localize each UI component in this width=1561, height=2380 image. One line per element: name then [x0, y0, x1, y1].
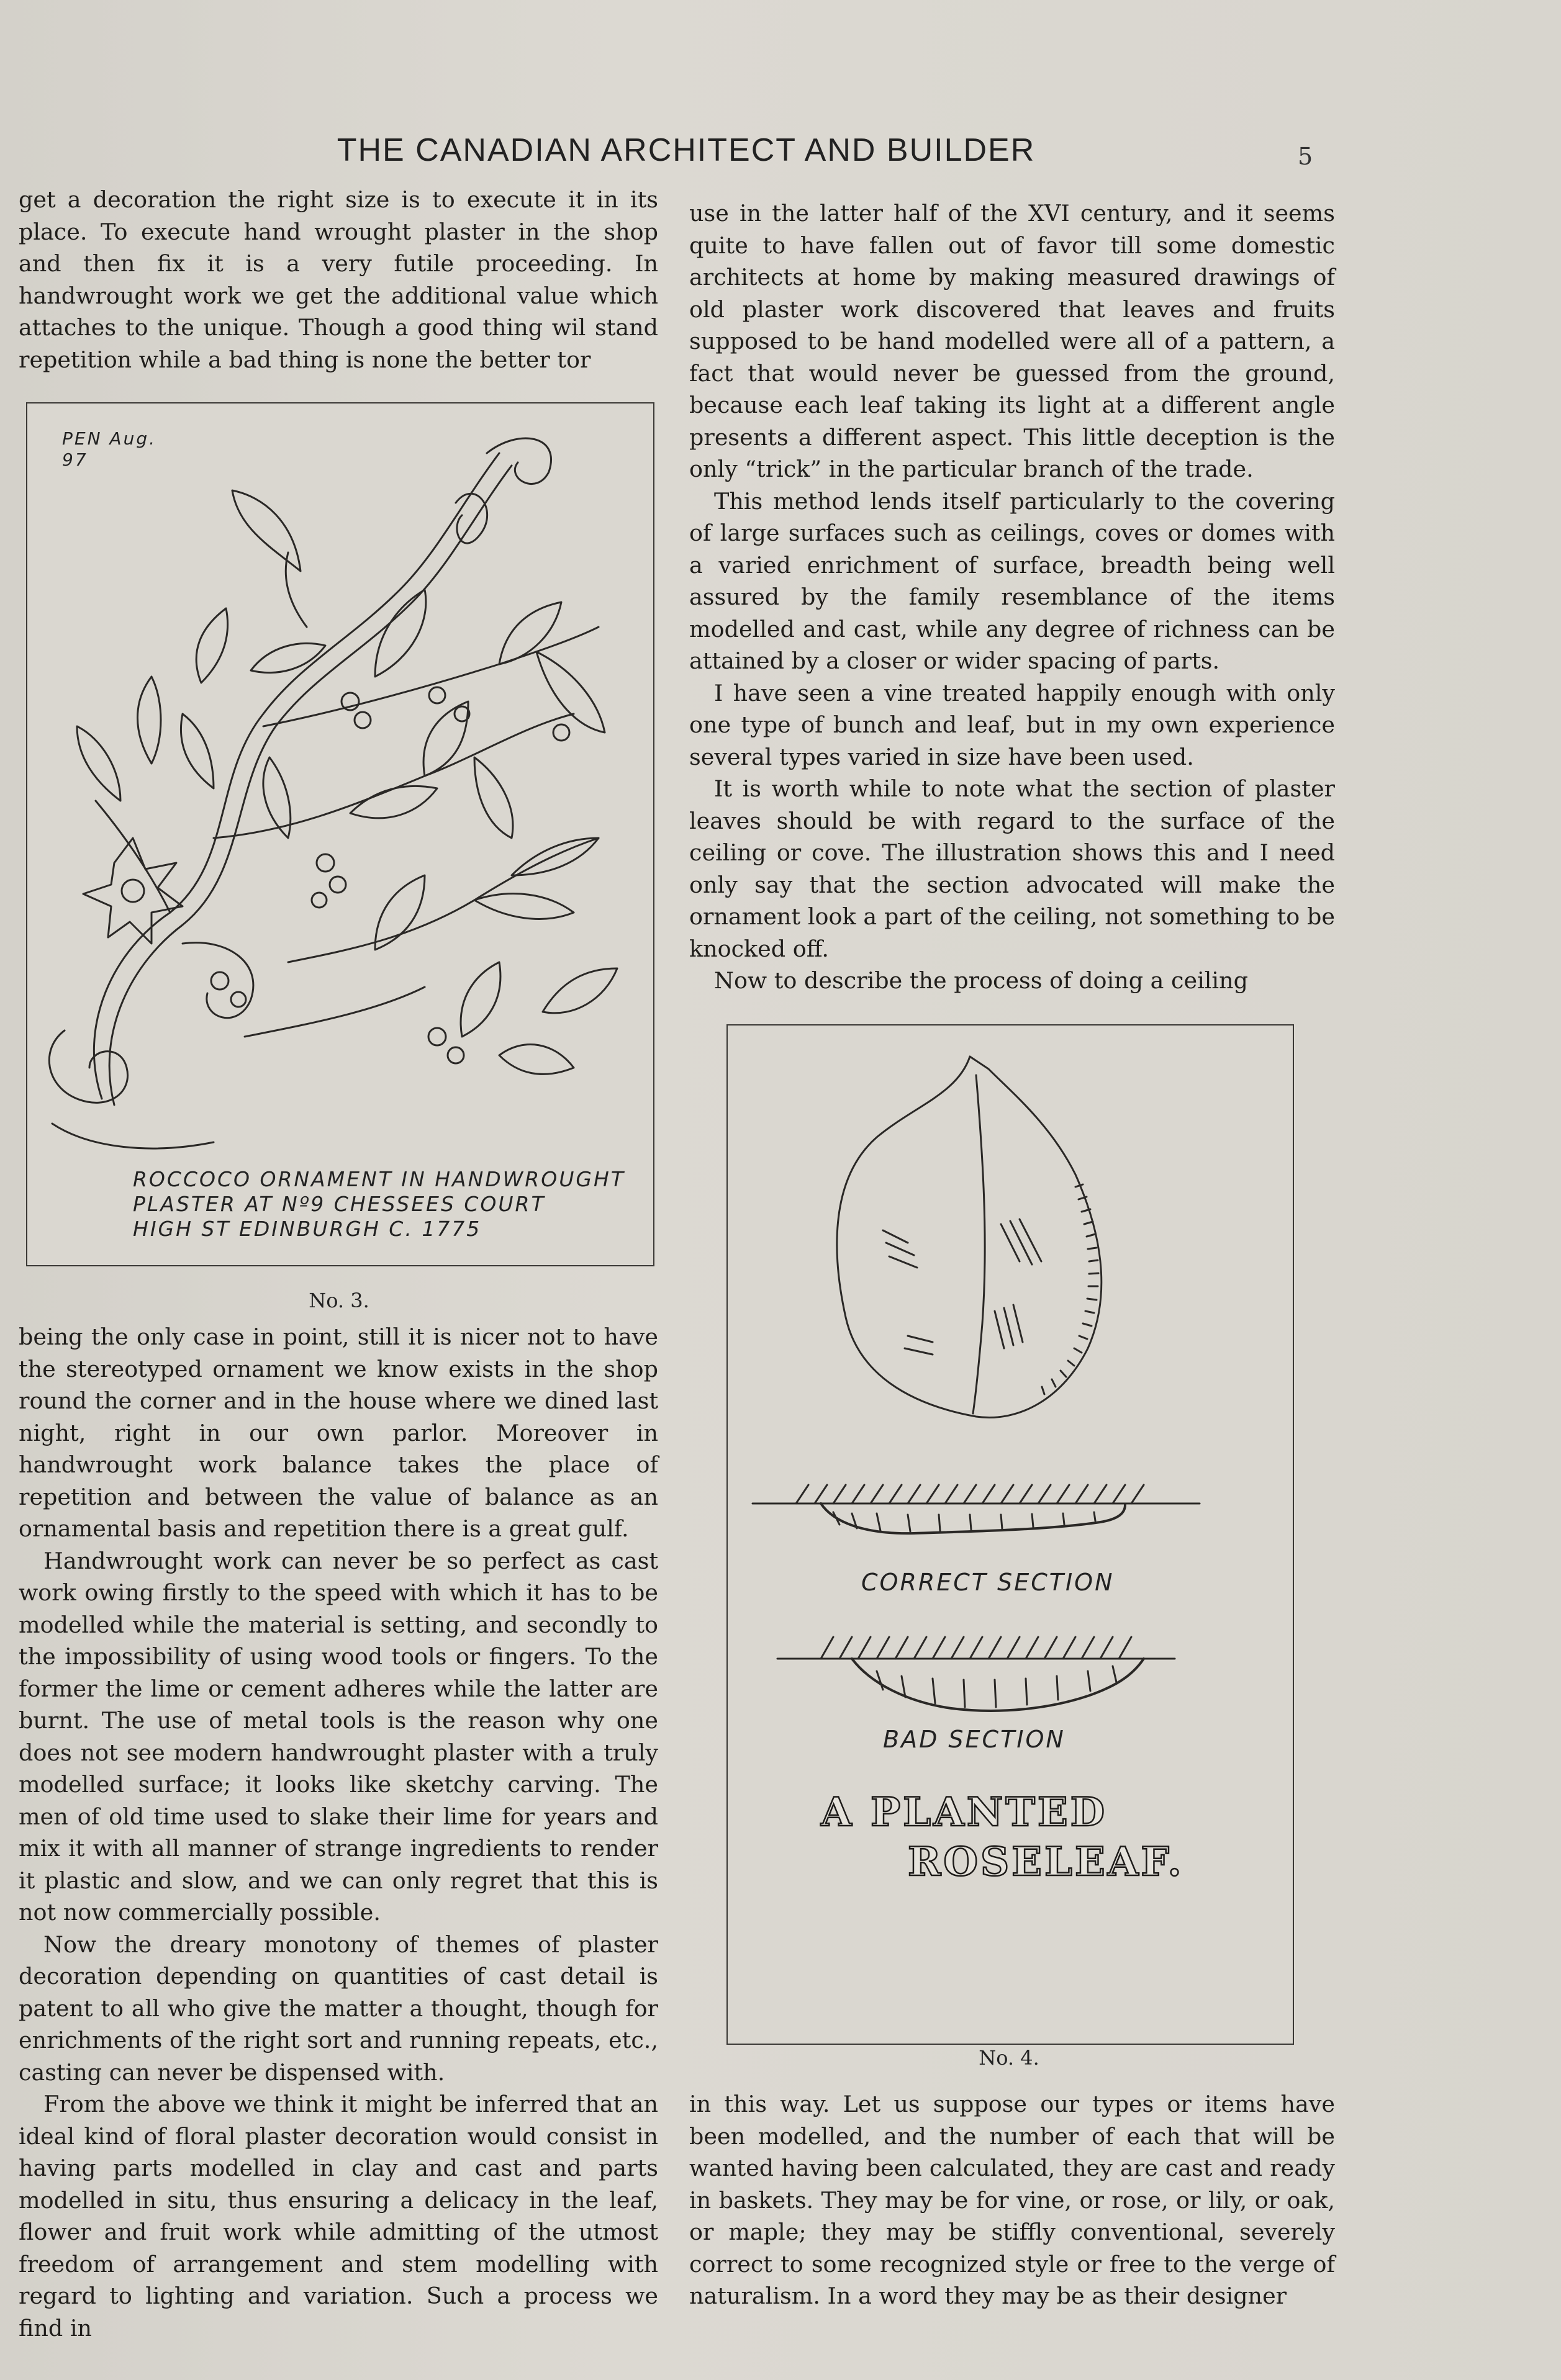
right-paragraph-2: This method lends itself particularly to the covering of large surfaces such as ceilings, coves or domes with a varied enrichment of surface, breadth being well assured by the family resemblance of the items modelled and cast, while any degree of richness can be attained by a closer or wider spacing of parts.	[689, 487, 1335, 674]
figure-3-signature: PEN Aug. 97	[62, 428, 156, 470]
right-column-bottom	[689, 2088, 1335, 2349]
figure-4-frame	[726, 1024, 1294, 2045]
bad-section-label: BAD SECTION	[883, 1726, 1066, 1753]
figure-4-title-line1: A PLANTED	[821, 1789, 1108, 1836]
figure-4-title-line2: ROSELEAF.	[908, 1839, 1184, 1885]
left-paragraph-3: Now the dreary monotony of themes of plaster decoration depending on quantities of cast detail is patent to all who give the matter a thought, though for enrichments of the right sort and running repeats, etc., casting can never be dispensed with.	[19, 1931, 658, 2086]
left-top-paragraph: get a decoration the right size is to execute it in its place. To execute hand wrought plaster in the shop and then fix it is a very futile proceeding. In handwrought work we get the additional value which attaches to the unique. Though a good thing wil stand repetition while a bad thing is none the better tor	[19, 186, 658, 373]
right-bottom-paragraph: in this way. Let us suppose our types or items have been modelled, and the number of each that will be wanted having been calculated, they are cast and ready in baskets. They may be for vine, or rose, or lily, or oak, or maple; they may be stiffly conventional, severely correct to some recognized style or free to the verge of naturalism. In a word they may be as their designer	[689, 2091, 1335, 2309]
figure-4-caption: No. 4.	[979, 2046, 1039, 2070]
figure-3-label-line2: PLASTER AT Nº9 CHESSEES COURT	[133, 1192, 546, 1216]
right-paragraph-3: I have seen a vine treated happily enough with only one type of bunch and leaf, but in my own experience several types varied in size have been used.	[689, 679, 1335, 770]
figure-3-label-line1: ROCCOCO ORNAMENT IN HANDWROUGHT	[133, 1167, 625, 1191]
right-paragraph-4: It is worth while to note what the section of plaster leaves should be with regard to the surface of the ceiling or cove. The illustration shows this and I need only say that the section advocated will make the ornament look a part of the ceiling, not something to be knocked off.	[689, 775, 1335, 962]
left-column-bottom	[19, 1321, 658, 2342]
figure-3-caption: No. 3.	[309, 1289, 369, 1312]
left-paragraph-2: Handwrought work can never be so perfect as cast work owing firstly to the speed with which it has to be modelled while the material is setting, and secondly to the impossibility of using wood tools or fingers. To the former the lime or cement adheres while the latter are burnt. The use of metal tools is the reason why one does not see modern handwrought plaster with a truly modelled surface; it looks like sketchy carving. The men of old time used to slake their lime for years and mix it with all manner of strange ingredients to render it plastic and slow, and we can only regret that this is not now commercially possible.	[19, 1547, 658, 1926]
page-number: 5	[1298, 143, 1313, 170]
left-paragraph-1: being the only case in point, still it is nicer not to have the stereotyped ornament we know exists in the shop round the corner and in the house where we dined last night, right in our own parlor. Moreover in handwrought work balance takes the place of repetition and between the value of balance as an ornamental basis and repetition there is a great gulf.	[19, 1323, 658, 1542]
figure-3-frame	[26, 402, 654, 1266]
right-paragraph-5: Now to describe the process of doing a ceiling	[714, 967, 1248, 994]
roseleaf-section-drawing	[728, 1025, 1293, 2044]
left-column-top	[19, 184, 658, 395]
figure-3-label-line3: HIGH ST EDINBURGH C. 1775	[133, 1217, 482, 1241]
rococo-ornament-drawing	[27, 403, 653, 1265]
right-paragraph-1: use in the latter half of the XVI century, and it seems quite to have fallen out of favor till some domestic architects at home by making measured drawings of old plaster work discovered that leaves and fruits supposed to be hand modelled were all of a pattern, a fact that would never be guessed from the ground, because each leaf taking its light at a different angle presents a different aspect. This little deception is the only “trick” in the particular branch of the trade.	[689, 200, 1335, 482]
right-column-top	[689, 197, 1335, 1004]
correct-section-label: CORRECT SECTION	[861, 1569, 1115, 1596]
left-paragraph-4: From the above we think it might be inferred that an ideal kind of floral plaster decoration would consist in having parts modelled in clay and cast and parts modelled in situ, thus ensuring a delicacy in the leaf, flower and fruit work while admitting of the utmost freedom of arrangement and stem modelling with regard to lighting and variation. Such a process we find in	[19, 2091, 658, 2342]
running-head: THE CANADIAN ARCHITECT AND BUILDER	[337, 132, 1036, 168]
